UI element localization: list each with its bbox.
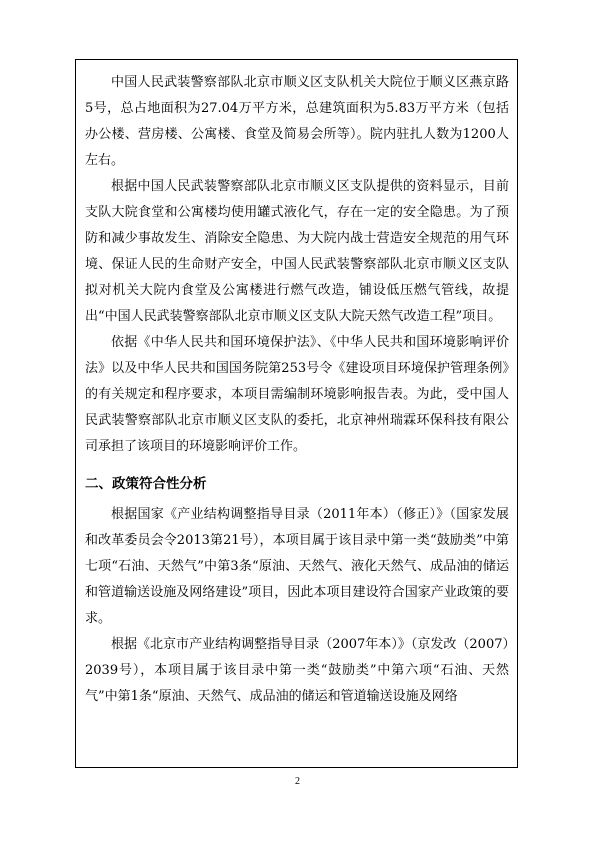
intro-paragraph-1: 中国人民武装警察部队北京市顺义区支队机关大院位于顺义区燕京路5号，总占地面积为27.04万平方米，总建筑面积为5.83万平方米（包括办公楼、营房楼、公寓楼、食堂及简易会所等）。院内驻扎人数为1200人左右。 xyxy=(85,75,509,168)
page-number: 2 xyxy=(295,776,300,787)
document-body xyxy=(76,60,517,710)
intro-paragraph-3: 依据《中华人民共和国环境保护法》、《中华人民共和国环境影响评价法》以及中华人民共和国国务院第253号令《建设项目环境保护管理条例》的有关规定和程序要求，本项目需编制环境影响报告表。为此，受中国人民武装警察部队北京市顺义区支队的委托，北京神州瑞霖环保科技有限公司承担了该项目的环境影响评价工作。 xyxy=(85,335,509,454)
content-frame xyxy=(75,59,518,768)
intro-paragraph-2: 根据中国人民武装警察部队北京市顺义区支队提供的资料显示，目前支队大院食堂和公寓楼均使用罐式液化气，存在一定的安全隐患。为了预防和减少事故发生、消除安全隐患、为大院内战士营造安全规范的用气环境、保证人民的生命财产安全，中国人民武装警察部队北京市顺义区支队拟对机关大院内食堂及公寓楼进行燃气改造，铺设低压燃气管线，故提出“中国人民武装警察部队北京市顺义区支队大院天然气改造工程”项目。 xyxy=(85,179,509,324)
policy-paragraph-1: 根据国家《产业结构调整指导目录（2011年本）（修正）》（国家发展和改革委员会令2013第21号），本项目属于该目录中第一类“鼓励类”中第七项“石油、天然气”中第3条“原油、天然气、液化天然气、成品油的储运和管道输送设施及网络建设”项目，因此本项目建设符合国家产业政策的要求。 xyxy=(85,507,509,626)
policy-paragraph-2: 根据《北京市产业结构调整指导目录（2007年本）》（京发改（2007）2039号），本项目属于该目录中第一类“鼓励类”中第六项“石油、天然气”中第1条“原油、天然气、成品油的储运和管道输送设施及网络 xyxy=(85,637,509,704)
section-heading: 二、政策符合性分析 xyxy=(85,476,207,492)
